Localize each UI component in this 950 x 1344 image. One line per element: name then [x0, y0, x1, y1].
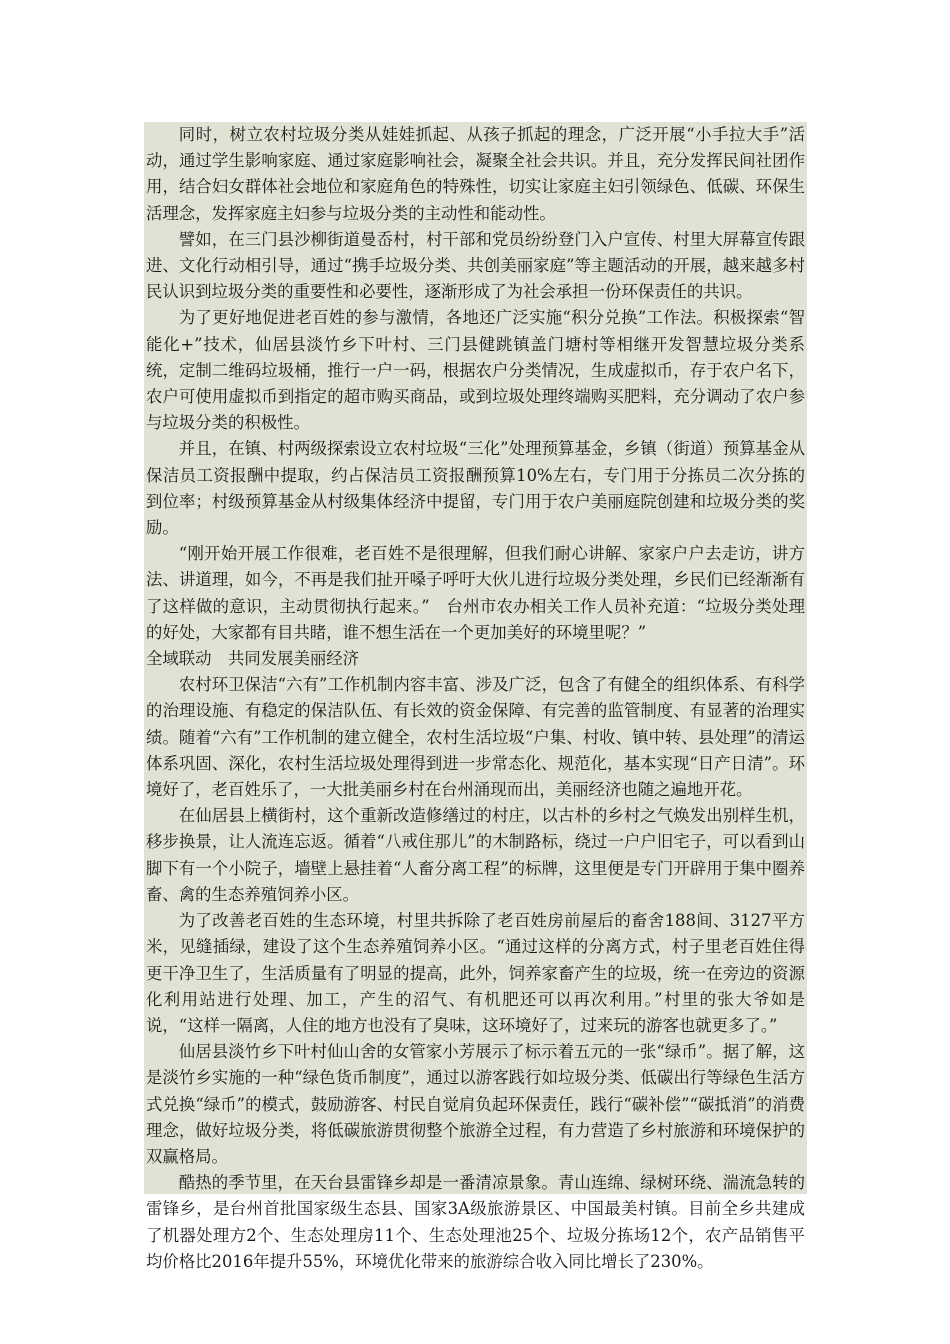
paragraph-budget-fund: 并且，在镇、村两级探索设立农村垃圾“三化”处理预算基金，乡镇（街道）预算基金从保洁员工资报酬中提取，约占保洁员工资报酬预算10%左右，专门用于分拣员二次分拣的到位率；村级预算基金从村级集体经济中提留，专门用于农户美丽庭院创建和垃圾分类的奖励。: [146, 439, 805, 538]
paragraph-shanghengjie-village: 在仙居县上横街村，这个重新改造修缮过的村庄，以古朴的乡村之气焕发出别样生机，移步换景，让人流连忘返。循着“八戒住那儿”的木制路标，绕过一户户旧宅子，可以看到山脚下有一个小院子，墙壁上悬挂着“人畜分离工程”的标牌，这里便是专门开辟用于集中圈养畜、禽的生态养殖饲养小区。: [146, 806, 805, 904]
paragraph-staff-quote: “刚开始开展工作很难，老百姓不是很理解，但我们耐心讲解、家家户户去走访，讲方法、讲道理，如今，不再是我们扯开嗓子呼吁大伙儿进行垃圾分类处理，乡民们已经渐渐有了这样做的意识，主动贯彻执行起来。” 台州市农办相关工作人员补充道：“垃圾分类处理的好处，大家都有目共睹，谁不想生活在一个更加美好的环境里呢？”: [146, 544, 805, 642]
paragraph-green-currency: 仙居县淡竹乡下叶村仙山舍的女管家小芳展示了标示着五元的一张“绿币”。据了解，这是淡竹乡实施的一种“绿色货币制度”，通过以游客践行如垃圾分类、低碳出行等绿色生活方式兑换“绿币”的模式，鼓励游客、村民自觉肩负起环保责任，践行“碳补偿”“碳抵消”的消费理念，做好垃圾分类，将低碳旅游贯彻整个旅游全过程，有力营造了乡村旅游和环境保护的双赢格局。: [146, 1042, 805, 1166]
paragraph-eco-farming: 为了改善老百姓的生态环境，村里共拆除了老百姓房前屋后的畜舍188间、3127平方米，见缝插绿，建设了这个生态养殖饲养小区。“通过这样的分离方式，村子里老百姓住得更干净卫生了，生活质量有了明显的提高，此外，饲养家畜产生的垃圾，统一在旁边的资源化利用站进行处理、加工，产生的沼气、有机肥还可以再次利用。”村里的张大爷如是说，“这样一隔离，人住的地方也没有了臭味，这环境好了，过来玩的游客也就更多了。”: [146, 911, 805, 1035]
paragraph-leifeng-township: 酷热的季节里，在天台县雷锋乡却是一番清凉景象。青山连绵、绿树环绕、湍流急转的雷锋乡，是台州首批国家级生态县、国家3A级旅游景区、中国最美村镇。目前全乡共建成了机器处理方2个、生态处理房11个、生态处理池25个、垃圾分拣场12个，农产品销售平均价格比2016年提升55%，环境优化带来的旅游综合收入同比增长了230%。: [146, 1173, 805, 1271]
paragraph-points-exchange: 为了更好地促进老百姓的参与激情，各地还广泛实施“积分兑换”工作法。积极探索“智能化+”技术，仙居县淡竹乡下叶村、三门县健跳镇盖门塘村等相继开发智慧垃圾分类系统，定制二维码垃圾桶，推行一户一码，根据农户分类情况，生成虚拟币，存于农户名下，农户可使用虚拟币到指定的超市购买商品，或到垃圾处理终端购买肥料，充分调动了农户参与垃圾分类的积极性。: [146, 308, 805, 433]
paragraph-kids-education: 同时，树立农村垃圾分类从娃娃抓起、从孩子抓起的理念，广泛开展“小手拉大手”活动，通过学生影响家庭、通过家庭影响社会，凝聚全社会共识。并且，充分发挥民间社团作用，结合妇女群体社会地位和家庭角色的特殊性，切实让家庭主妇引领绿色、低碳、环保生活理念，发挥家庭主妇参与垃圾分类的主动性和能动性。: [146, 125, 805, 223]
section-heading: 全域联动 共同发展美丽经济: [146, 649, 360, 669]
paragraph-six-haves: 农村环卫保洁“六有”工作机制内容丰富、涉及广泛，包含了有健全的组织体系、有科学的治理设施、有稳定的保洁队伍、有长效的资金保障、有完善的监管制度、有显著的治理实绩。随着“六有”工作机制的建立健全，农村生活垃圾“户集、村收、镇中转、县处理”的清运体系巩固、深化，农村生活垃圾处理得到进一步常态化、规范化，基本实现“日产日清”。环境好了，老百姓乐了，一大批美丽乡村在台州涌现而出，美丽经济也随之遍地开花。: [146, 675, 805, 800]
article-body: [144, 122, 807, 1271]
paragraph-sanmen-example: 譬如，在三门县沙柳街道曼岙村，村干部和党员纷纷登门入户宣传、村里大屏幕宣传跟进、文化行动相引导，通过“携手垃圾分类、共创美丽家庭”等主题活动的开展，越来越多村民认识到垃圾分类的重要性和必要性，逐渐形成了为社会承担一份环保责任的共识。: [146, 229, 805, 302]
